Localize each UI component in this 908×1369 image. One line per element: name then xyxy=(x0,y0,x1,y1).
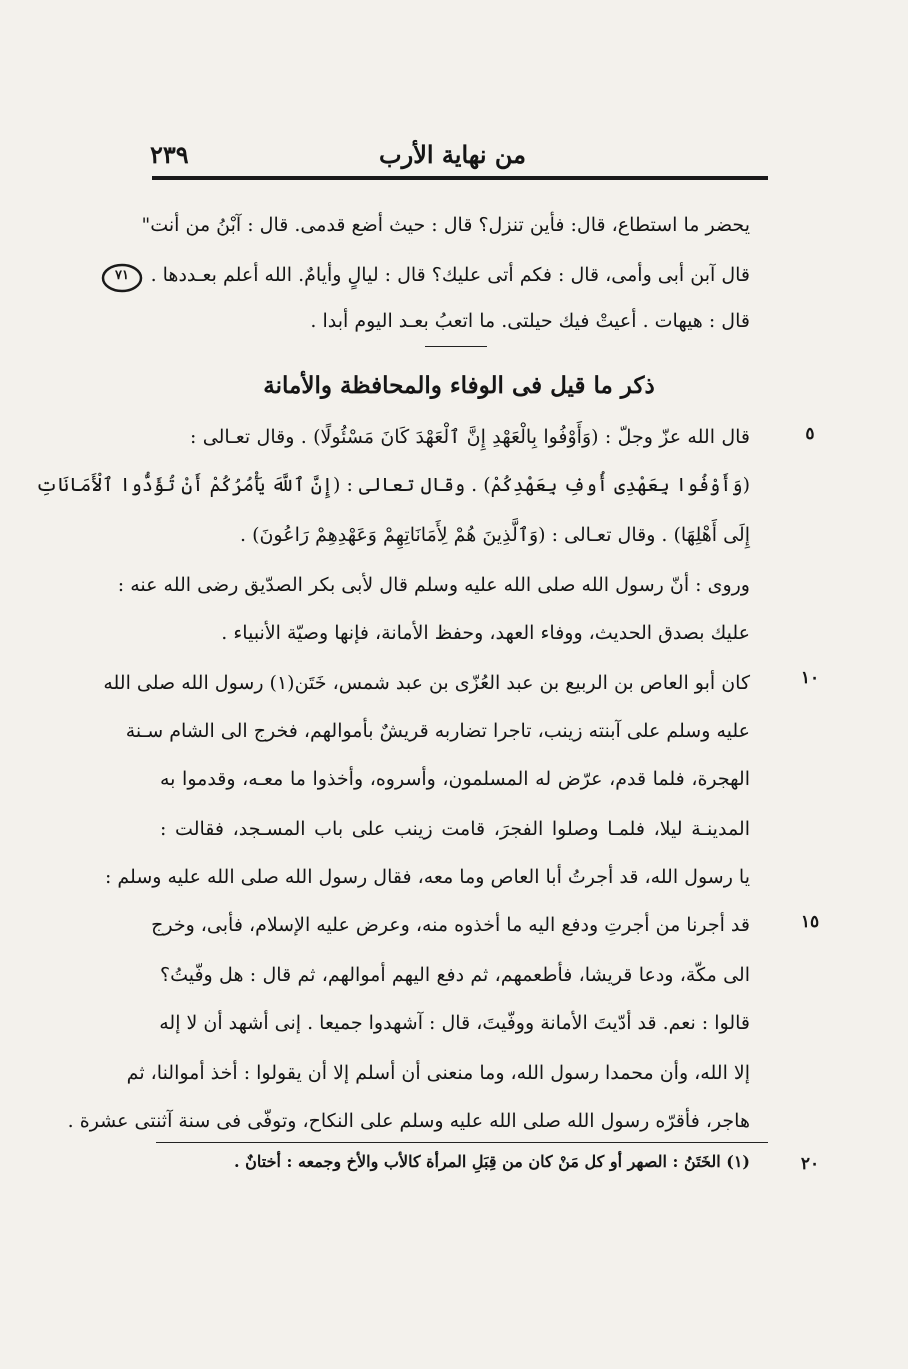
margin-stamp xyxy=(100,262,144,294)
running-head xyxy=(150,140,768,172)
footnote-rule xyxy=(156,1142,768,1143)
intro-line-1: يحضر ما استطاع، قال: فأين تنزل؟ قال : حيث أضع قدمى. قال : آبْنُ من أنت" xyxy=(141,214,750,236)
body-line-14: إلا الله، وأن محمدا رسول الله، وما منعنى أن أسلم إلا أن يقولوا : أخذ أموالنا، ثم xyxy=(126,1062,750,1084)
header-rule xyxy=(152,176,768,180)
body-line-12: الى مكّة، ودعا قريشا، فأطعمهم، ثم دفع اليهم أموالهم، ثم قال : هل وفّيتُ؟ xyxy=(160,964,750,986)
page-number: ٢٣٩ xyxy=(150,140,189,169)
running-title: من نهاية الأرب xyxy=(379,140,526,169)
section-divider xyxy=(425,346,487,347)
body-line-4: وروى : أنّ رسول الله صلى الله عليه وسلم قال لأبى بكر الصدّيق رضى الله عنه : xyxy=(117,574,750,596)
body-line-1: قال الله عزّ وجلّ : (وَأَوْفُوا بِالْعَهْدِ إِنَّ ٱلْعَهْدَ كَانَ مَسْئُولًا) . وقال تعـالى : xyxy=(190,426,750,448)
body-line-11: قد أجرنا من أجرتِ ودفع اليه ما أخذوه منه، وعرض عليه الإسلام، فأبى، وخرج xyxy=(151,914,750,936)
body-line-15: هاجر، فأقرّه رسول الله صلى الله عليه وسلم على النكاح، وتوفّى فى سنة آثنتى عشرة . xyxy=(67,1110,750,1132)
body-line-8: الهجرة، فلما قدم، عرّض له المسلمون، وأسروه، وأخذوا ما معـه، وقدموا به xyxy=(160,768,750,790)
body-line-5: عليك بصدق الحديث، ووفاء العهد، وحفظ الأمانة، فإنها وصيّة الأنبياء . xyxy=(221,622,750,644)
margin-line-number-5: ٥ xyxy=(805,424,815,444)
margin-line-number-15: ١٥ xyxy=(800,912,820,932)
footnote: (١) الخَتَنُ : الصهر أو كل مَنْ كان من قِبَلِ المرأة كالأب والأخ وجمعه : أختانٌ . xyxy=(233,1152,750,1171)
body-line-10: يا رسول الله، قد أجرتُ أبا العاص وما معه، فقال رسول الله صلى الله عليه وسلم : xyxy=(104,866,750,888)
section-heading: ذكر ما قيل فى الوفاء والمحافظة والأمانة xyxy=(263,372,655,399)
intro-line-3: قال : هيهات . أعيتْ فيك حيلتى. ما اتعبُ بعـد اليوم أبدا . xyxy=(310,310,750,332)
body-line-13: قالوا : نعم. قد أدّيتَ الأمانة ووفّيتَ، قال : آشهدوا جميعا . إنى أشهد أن لا إله xyxy=(159,1012,750,1034)
intro-line-2: قال آبن أبى وأمى، قال : فكم أتى عليك؟ قال : ليالٍ وأيامٌ. الله أعلم بعـددها . xyxy=(150,264,750,286)
body-line-3: إِلَى أَهْلِهَا) . وقال تعـالى : (وَٱلَّذِينَ هُمْ لِأَمَانَاتِهِمْ وَعَهْدِهِمْ رَاعُونَ) . xyxy=(239,524,750,546)
stamp-text: ٧١ xyxy=(115,268,129,283)
margin-line-number-20: ٢٠ xyxy=(800,1154,820,1174)
body-line-2: (وَأَوْفُوا بِعَهْدِى أُوفِ بِعَهْدِكُمْ) . وقال تعالى : (إِنَّ ٱللَّهَ يَأْمُرُكُمْ أَنْ تُؤَدُّوا ٱلْأَمَانَاتِ xyxy=(35,474,750,496)
body-line-9: المدينـة ليلا، فلمـا وصلوا الفجرَ، قامت زينب على باب المسـجد، فقالت : xyxy=(160,818,750,840)
body-line-6: كان أبو العاص بن الربيع بن عبد العُزّى بن عبد شمس، خَتَن(١) رسول الله صلى الله xyxy=(103,672,750,694)
body-line-7: عليه وسلم على آبنته زينب، تاجرا تضاربه قريشٌ بأموالهم، فخرج الى الشام سـنة xyxy=(125,720,750,742)
margin-line-number-10: ١٠ xyxy=(800,668,820,688)
